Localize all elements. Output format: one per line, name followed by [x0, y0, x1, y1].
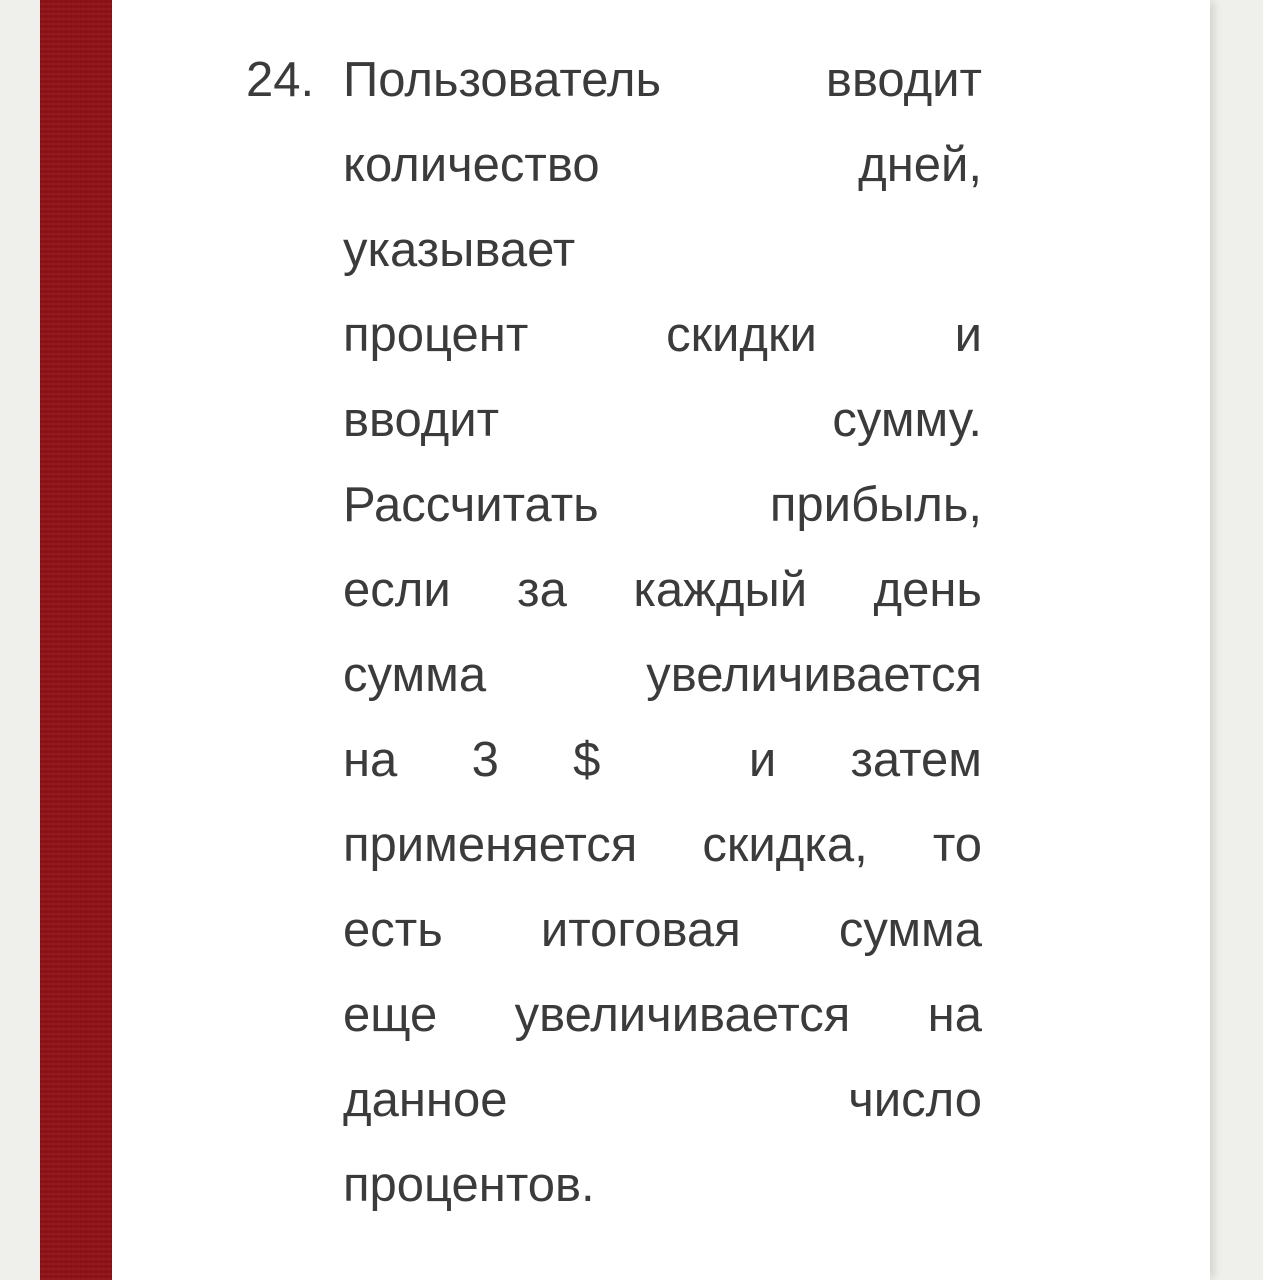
- word: Рассчитать: [343, 478, 599, 532]
- text-line: [343, 208, 982, 293]
- word: есть: [343, 903, 443, 957]
- word: применяется: [343, 818, 638, 872]
- task-number: 24.: [246, 53, 315, 107]
- text-line: [343, 1058, 982, 1143]
- word: увеличивается: [514, 988, 851, 1042]
- word: каждый: [633, 563, 808, 617]
- word: еще: [343, 988, 438, 1042]
- word: вводит: [825, 53, 982, 107]
- text-line: [343, 463, 982, 548]
- task-text: [343, 38, 982, 1228]
- word: процентов.: [343, 1158, 595, 1212]
- word: дней,: [858, 138, 982, 192]
- word: указывает: [343, 223, 576, 277]
- text-line: [343, 548, 982, 633]
- word: сумма: [838, 903, 982, 957]
- word: процент: [343, 308, 529, 362]
- word: число: [848, 1073, 982, 1127]
- word: затем: [850, 733, 982, 787]
- word: за: [517, 563, 567, 617]
- red-margin-stripe: [40, 0, 112, 1280]
- word: и: [954, 308, 982, 362]
- word: 3: [471, 733, 499, 787]
- word: то: [932, 818, 982, 872]
- word: данное: [343, 1073, 508, 1127]
- task-item: [246, 38, 982, 1228]
- text-line: [343, 1143, 982, 1228]
- word: увеличивается: [646, 648, 982, 702]
- text-line: [343, 378, 982, 463]
- word: количество: [343, 138, 600, 192]
- word: если: [343, 563, 451, 617]
- word: и: [748, 733, 777, 787]
- word: вводит: [343, 393, 500, 447]
- text-line: [343, 293, 982, 378]
- word: на: [343, 733, 398, 787]
- text-line: [343, 803, 982, 888]
- text-line: [343, 123, 982, 208]
- word: прибыль,: [769, 478, 982, 532]
- word: на: [927, 988, 982, 1042]
- text-line: [343, 888, 982, 973]
- text-line: [343, 633, 982, 718]
- word: сумма: [343, 648, 487, 702]
- text-line: [343, 718, 982, 803]
- word: день: [873, 563, 982, 617]
- text-line: [343, 973, 982, 1058]
- word: итоговая: [540, 903, 741, 957]
- word: скидки: [666, 308, 817, 362]
- word: Пользователь: [343, 53, 661, 107]
- word: скидка,: [702, 818, 868, 872]
- word: сумму.: [832, 393, 982, 447]
- text-line: [343, 38, 982, 123]
- word: $: [573, 733, 601, 787]
